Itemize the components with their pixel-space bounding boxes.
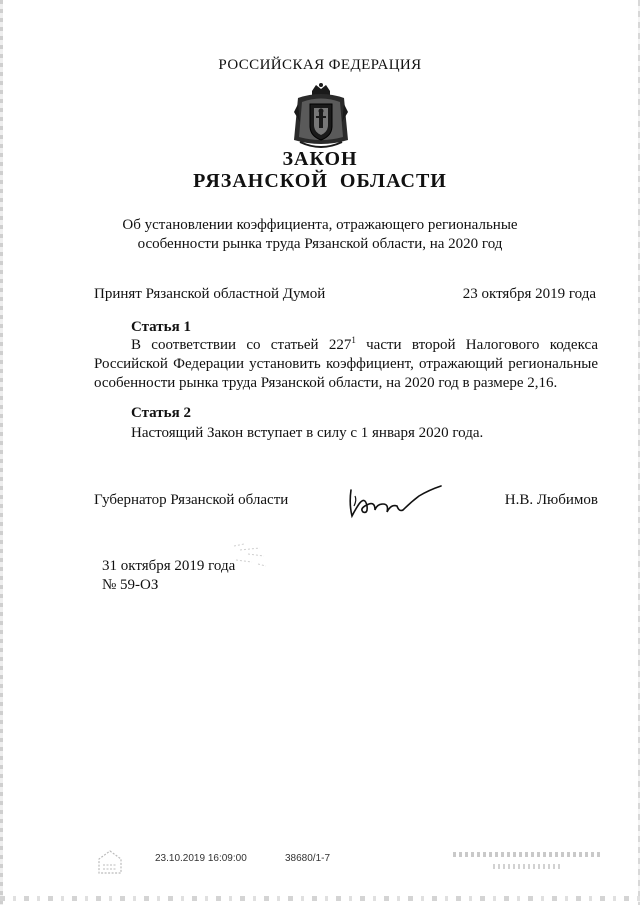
faint-stamp-mark <box>230 540 270 570</box>
article-1-title: Статья 1 <box>131 319 191 335</box>
footer-faded-stamp <box>453 848 603 874</box>
region-heading: РЯЗАНСКОЙ ОБЛАСТИ <box>193 170 447 192</box>
article-1-superscript: 1 <box>351 335 356 345</box>
footer-registration-code: 38680/1-7 <box>285 853 331 864</box>
adopted-date: 23 октября 2019 года <box>462 286 596 302</box>
handwritten-signature <box>345 482 445 522</box>
article-1-text-end: части второй Налогового кодекса Российской Федерации установить коэффициент, отражающий региональные особенности рынка труда Рязанской области, на 2020 год в размере 2,16. <box>94 337 598 391</box>
registry-logo-icon <box>93 847 127 881</box>
scan-bottom-noise <box>0 896 640 901</box>
footer-timestamp: 23.10.2019 16:09:00 <box>155 853 247 864</box>
scan-edge-left <box>0 0 3 905</box>
governor-name: Н.В. Любимов <box>504 492 598 508</box>
signing-date: 31 октября 2019 года <box>102 558 236 574</box>
governor-title: Губернатор Рязанской области <box>94 492 289 508</box>
article-1-text-start: В соответствии со статьей 227 <box>131 337 352 353</box>
country-heading: РОССИЙСКАЯ ФЕДЕРАЦИЯ <box>218 57 422 73</box>
article-2-title: Статья 2 <box>131 405 191 421</box>
law-subject <box>120 216 520 254</box>
article-2-text: Настоящий Закон вступает в силу с 1 января 2020 года. <box>131 425 484 441</box>
law-heading: ЗАКОН <box>282 148 358 170</box>
ryazan-coat-of-arms-icon <box>290 82 352 152</box>
law-number: № 59-ОЗ <box>102 577 159 593</box>
adopted-by: Принят Рязанской областной Думой <box>94 286 326 302</box>
law-subject-line-2: особенности рынка труда Рязанской области, на 2020 год <box>137 236 503 252</box>
article-1-text <box>94 336 598 393</box>
law-subject-line-1: Об установлении коэффициента, отражающего региональные <box>122 217 518 233</box>
